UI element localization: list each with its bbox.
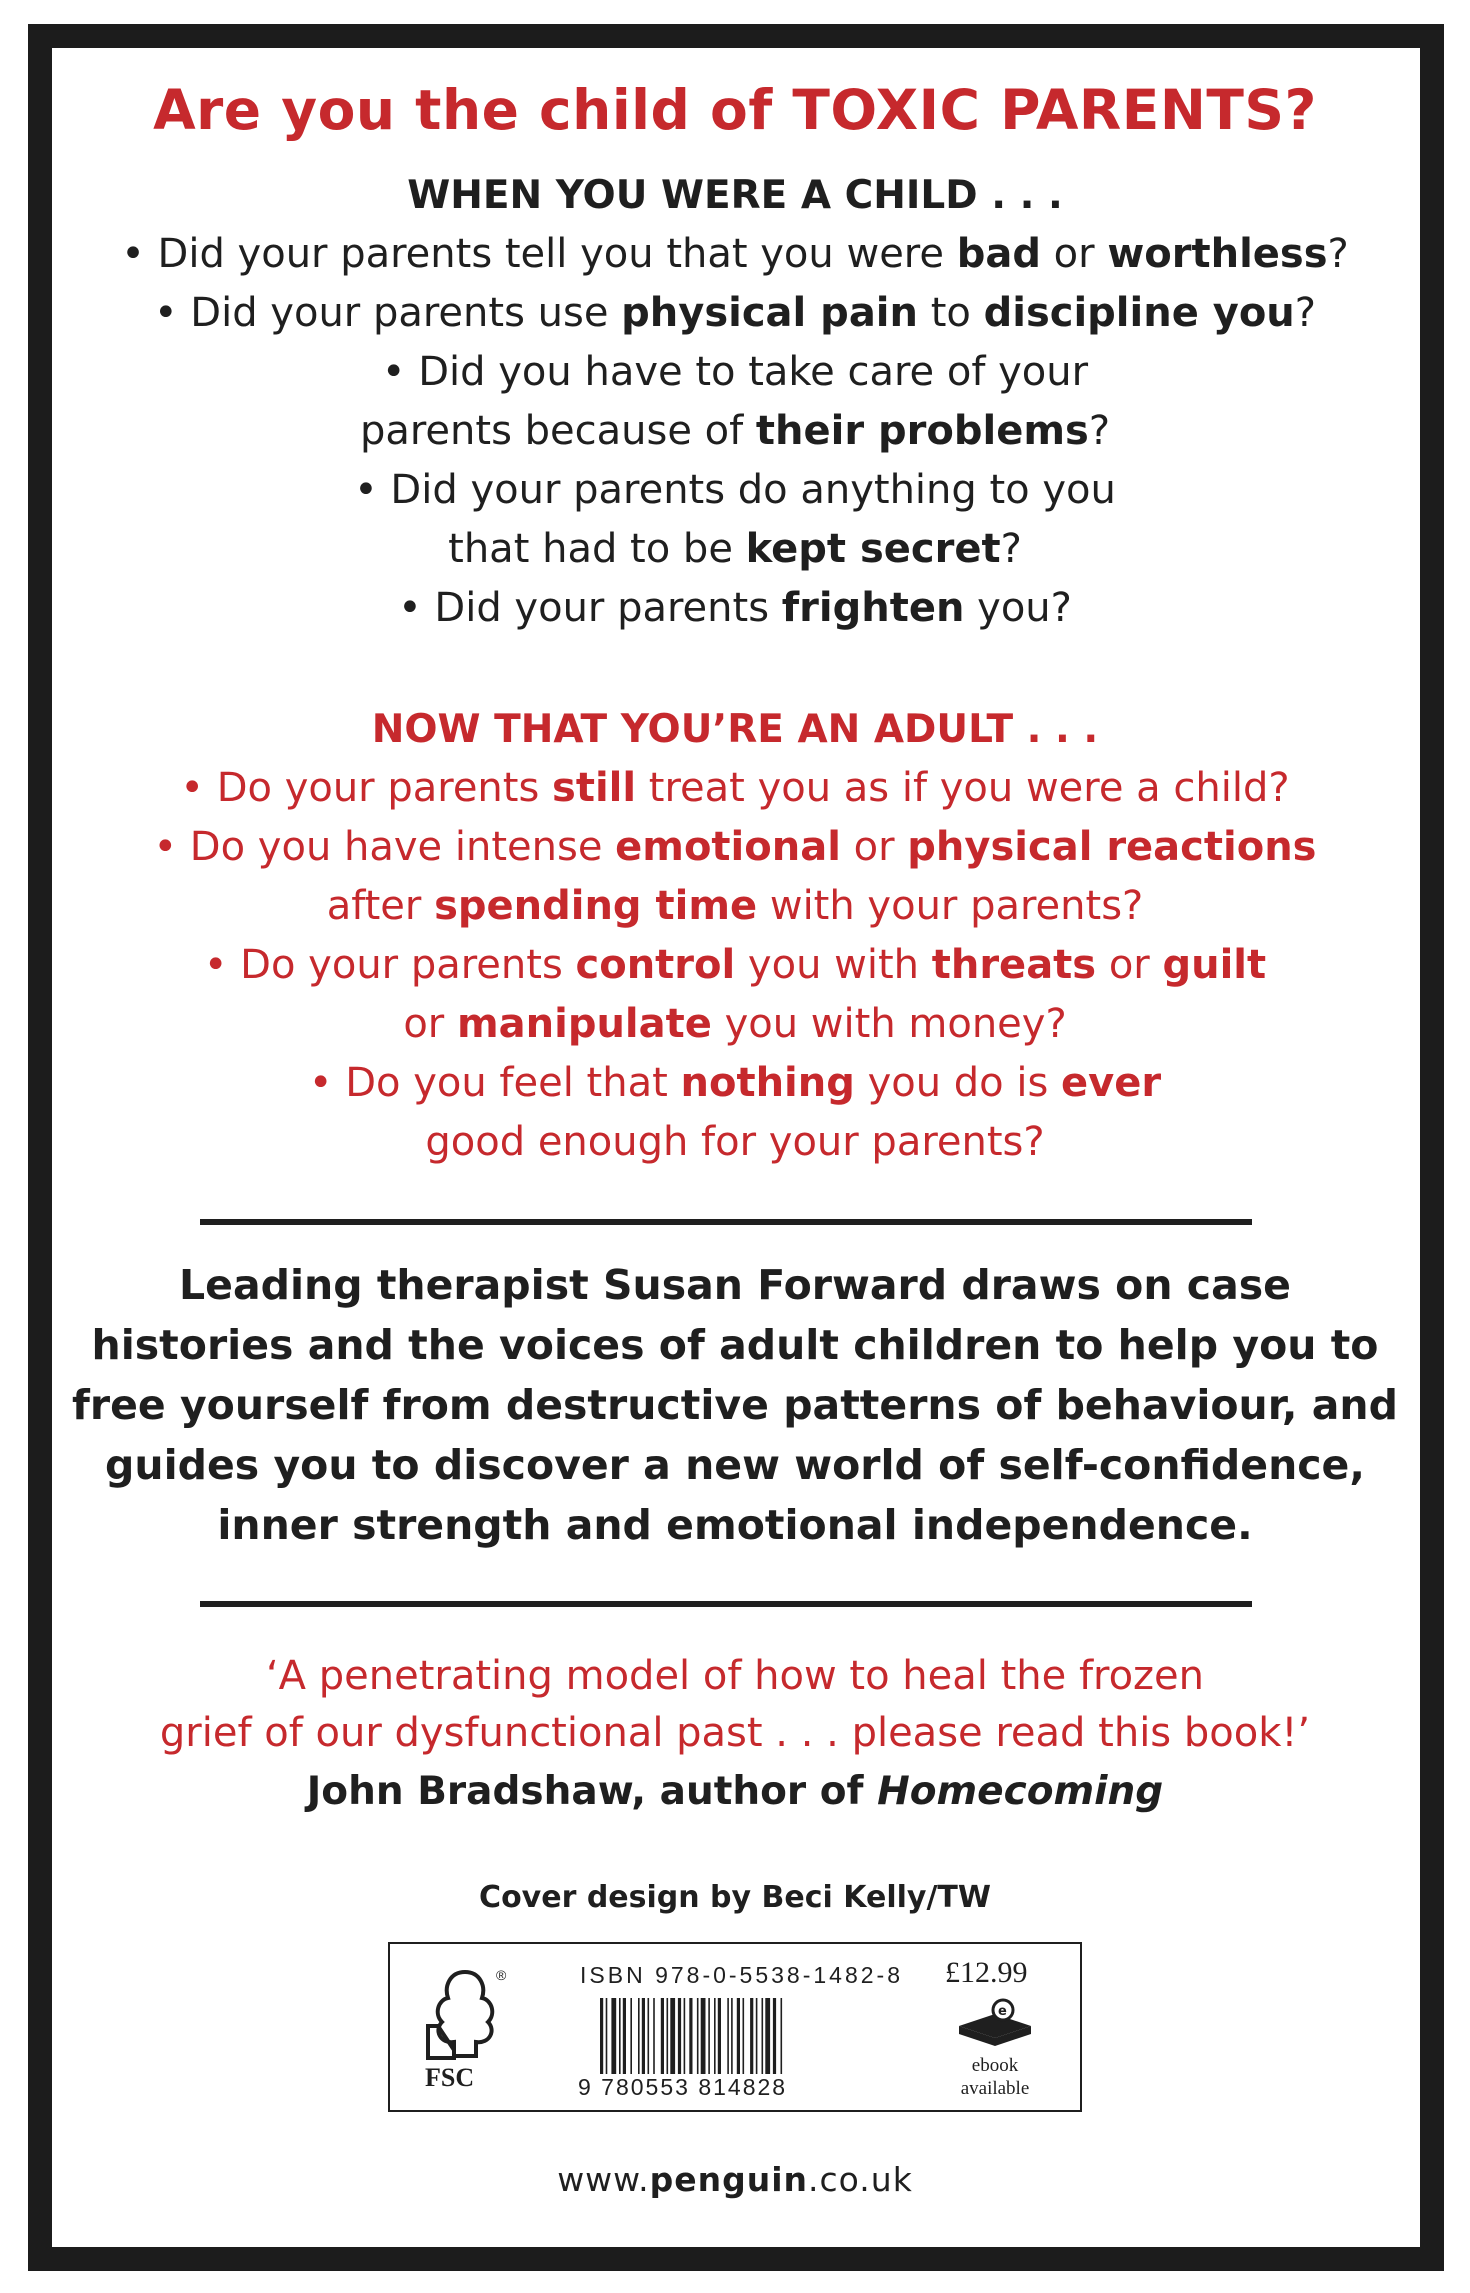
barcode-bar [600,1998,603,2074]
barcode-bar [697,1998,699,2074]
question-line [0,284,1470,343]
emphasis-text: discipline you [983,290,1295,336]
description-line: Leading therapist Susan Forward draws on case [179,1261,1291,1309]
question-line [0,520,1470,579]
barcode-bar [765,1998,770,2074]
question-line [0,225,1470,284]
ebook-label-line: ebook [971,2055,1019,2076]
ebook-icon [955,1996,1035,2051]
emphasis-text: emotional [615,824,841,870]
question-text: • Do your parents [180,765,553,811]
emphasis-text: guilt [1162,942,1267,988]
emphasis-text: manipulate [456,1001,712,1047]
question-text: with your parents? [757,883,1144,929]
question-line [0,877,1470,936]
barcode-bar [689,1998,692,2074]
question-line [0,343,1470,402]
barcode-bar [642,1998,645,2074]
divider-top [200,1219,1252,1225]
attribution-author: John Bradshaw, author of [306,1769,878,1814]
question-text: or [840,824,908,870]
barcode-bar [701,1998,706,2074]
question-line [0,1054,1470,1113]
question-text: or [1040,231,1108,277]
barcode-bar [667,1998,669,2074]
barcode-bar [727,1998,729,2074]
barcode-bar [638,1998,640,2074]
emphasis-text: nothing [680,1060,855,1106]
childhood-questions [0,225,1470,638]
barcode-bar [606,1998,608,2074]
question-line [0,995,1470,1054]
question-text: after [326,883,435,929]
description-line: histories and the voices of adult children to help you to [91,1321,1379,1369]
barcode-bar [750,1998,753,2074]
cover-credit: Cover design by Beci Kelly/TW [479,1880,991,1915]
question-text: or [403,1001,457,1047]
barcode-bar [737,1998,740,2074]
divider-bottom [200,1601,1252,1607]
question-line [0,936,1470,995]
emphasis-text: physical pain [621,290,918,336]
question-text: • Did you have to take care of your [381,349,1089,395]
fsc-registered-mark: ® [496,1967,507,1983]
url-brand: penguin [649,2160,809,2199]
isbn-number: ISBN 978-0-5538-1482-8 [580,1962,903,1988]
barcode-bar [619,1998,621,2074]
question-text: parents because of [359,408,756,454]
emphasis-text: frighten [781,585,965,631]
barcode-bar [781,1998,783,2074]
emphasis-text: bad [956,231,1041,277]
question-text: • Do you have intense [153,824,616,870]
question-text: • Did your parents tell you that you were [121,231,957,277]
barcode-bar [611,1998,616,2074]
question-text: ? [1327,231,1349,277]
question-text: treat you as if you were a child? [636,765,1290,811]
question-text: • Did your parents do anything to you [354,467,1116,513]
emphasis-text: kept secret [745,526,1001,572]
question-text: • Do you feel that [308,1060,681,1106]
description-line: guides you to discover a new world of self-confidence, [105,1441,1365,1489]
fsc-logo-icon [420,1964,510,2094]
barcode-bar [718,1998,721,2074]
barcode-bar [653,1998,655,2074]
emphasis-text: worthless [1107,231,1328,277]
barcode-bar [684,1998,686,2074]
book-headline: Are you the child of TOXIC PARENTS? [153,78,1317,142]
barcode-digits: 9 780553 814828 [578,2074,788,2100]
emphasis-text: ever [1061,1060,1162,1106]
question-line [0,759,1470,818]
question-line [0,461,1470,520]
barcode-bar [756,1998,758,2074]
adulthood-section [0,700,1470,1172]
barcode-bar [714,1998,716,2074]
question-text: ? [1000,526,1022,572]
barcode-bar [648,1998,650,2074]
question-text: • Do your parents [203,942,576,988]
description-line: free yourself from destructive patterns of behaviour, and [72,1381,1398,1429]
barcode-bar [630,1998,632,2074]
emphasis-text: their problems [755,408,1089,454]
question-text: good enough for your parents? [425,1119,1045,1165]
quote-attribution [0,1762,1470,1822]
svg-text:e: e [998,2004,1007,2019]
question-line [0,579,1470,638]
attribution-work: Homecoming [877,1769,1164,1814]
barcode-bar [661,1998,664,2074]
barcode-bar [623,1998,626,2074]
barcode-bar [678,1998,681,2074]
quote-line: ‘A penetrating model of how to heal the frozen [265,1653,1205,1699]
question-text: ? [1088,408,1111,454]
emphasis-text: control [575,942,736,988]
price-label: £12.99 [945,1956,1028,1989]
emphasis-text: still [552,765,637,811]
barcode-bar [731,1998,733,2074]
question-text: • Did your parents [398,585,782,631]
barcode-bar [762,1998,764,2074]
adulthood-heading: NOW THAT YOU’RE AN ADULT . . . [371,707,1099,752]
question-text: that had to be [448,526,746,572]
barcode-bar [708,1998,710,2074]
question-text: you with [735,942,932,988]
description-line: inner strength and emotional independence. [217,1501,1253,1549]
url-suffix: .co.uk [808,2160,913,2199]
barcode-bar [743,1998,745,2074]
description-paragraph [0,1255,1470,1555]
barcode-bar [670,1998,675,2074]
barcode-bar [773,1998,776,2074]
ebook-label-line: available [960,2078,1030,2099]
barcode-box [388,1942,1082,2112]
endorsement-quote [0,1648,1470,1822]
question-text: • Did your parents use [153,290,622,336]
ebook-available-label [920,2054,1070,2100]
question-line [0,818,1470,877]
childhood-section [0,166,1470,638]
question-line [0,1113,1470,1172]
question-text: you do is [854,1060,1062,1106]
question-line [0,402,1470,461]
adulthood-questions [0,759,1470,1172]
childhood-heading: WHEN YOU WERE A CHILD . . . [407,173,1063,218]
emphasis-text: physical reactions [907,824,1317,870]
emphasis-text: spending time [434,883,758,929]
url-prefix: www. [557,2160,650,2199]
question-text: ? [1294,290,1317,336]
question-text: or [1096,942,1163,988]
emphasis-text: threats [931,942,1097,988]
question-text: you with money? [711,1001,1067,1047]
publisher-website[interactable] [0,2160,1470,2199]
question-text: to [918,290,984,336]
fsc-label: FSC [425,2063,475,2092]
quote-line: grief of our dysfunctional past . . . please read this book!’ [159,1710,1311,1756]
question-text: you? [964,585,1072,631]
